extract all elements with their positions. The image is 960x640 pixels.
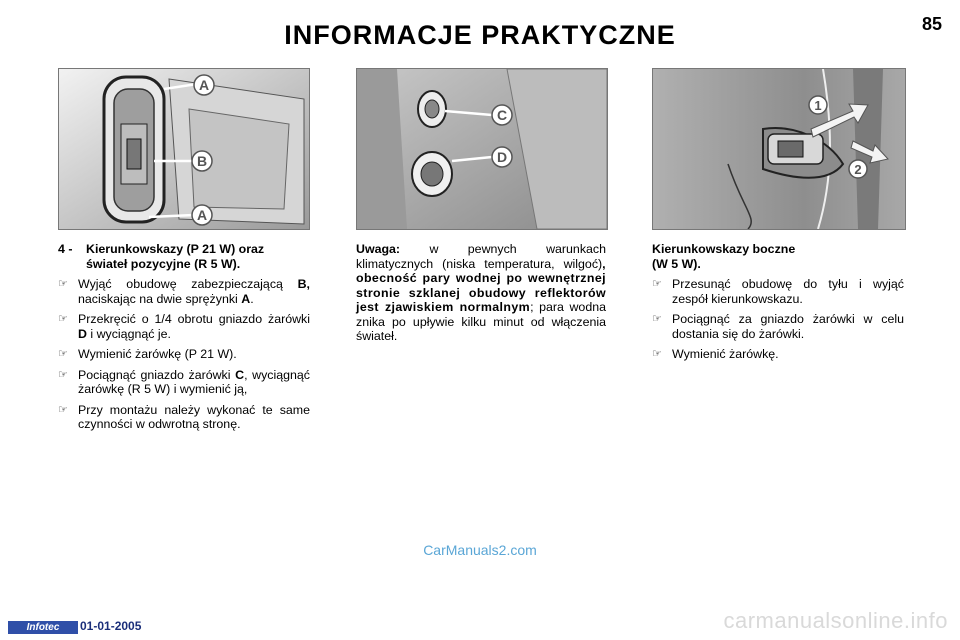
callout-a-top	[194, 75, 214, 95]
list-item: ☞ Wyjąć obudowę zabezpieczającą B, naciskając na dwie sprężynki A.	[58, 277, 310, 306]
callout-1	[809, 96, 827, 114]
page-number: 85	[921, 14, 942, 34]
callout-d	[492, 147, 512, 167]
section-heading	[58, 242, 310, 257]
section-heading: Kierunkowskazy boczne	[652, 242, 796, 256]
pointing-hand-icon: ☞	[58, 278, 68, 290]
infotec-logo: Infotec	[8, 621, 78, 634]
pointing-hand-icon: ☞	[58, 348, 68, 360]
list-item: ☞ Przekręcić o 1/4 obrotu gniazdo żarówki D i wyciągnąć je.	[58, 312, 310, 341]
callout-a-bottom	[192, 205, 212, 225]
pointing-hand-icon: ☞	[58, 403, 68, 416]
label-a: A	[198, 77, 210, 93]
step-number: 4 -	[58, 242, 73, 256]
page-title: INFORMACJE PRAKTYCZNE	[284, 20, 676, 50]
section-heading: (W 5 W).	[652, 256, 701, 271]
figure-rear-lamp-cluster	[58, 68, 310, 230]
callout-2	[849, 160, 867, 178]
pointing-hand-icon: ☞	[652, 278, 662, 290]
site-watermark[interactable]: carmanualsonline.info	[723, 608, 948, 633]
pointing-hand-icon: ☞	[58, 368, 68, 381]
pointing-hand-icon: ☞	[652, 313, 662, 325]
rear-indicator-instructions	[58, 242, 310, 432]
pointing-hand-icon: ☞	[58, 313, 68, 325]
list-item: ☞ Przy montażu należy wykonać te same czynności w odwrotną stronę.	[58, 402, 310, 431]
note-emphasis: , obecność pary wodnej po wewnętrznej stronie szklanej obudowy reflektorów jest zjawiskiem normalnym	[356, 256, 606, 314]
callout-c	[492, 105, 512, 125]
label-2: 2	[854, 162, 862, 177]
label-d: D	[496, 149, 508, 165]
list-item: ☞ Wymienić żarówkę (P 21 W).	[58, 347, 237, 361]
note-paragraph: Uwaga: w pewnych warunkach klimatycznych (niska temperatura, wilgoć), obecność pary wodnej po wewnętrznej stronie szklanej obudowy reflektorów jest zjawiskiem normalnym; para wodna znika po upływie kilku minut od włączenia świateł.	[356, 242, 606, 343]
list-item: ☞ Wymienić żarówkę.	[652, 347, 779, 361]
heading-line: Kierunkowskazy (P 21 W) oraz	[86, 242, 265, 256]
list-item: ☞ Pociągnąć gniazdo żarówki C, wyciągnąć żarówkę (R 5 W) i wymienić ją,	[58, 367, 310, 396]
list-item: ☞ Przesunąć obudowę do tyłu i wyjąć zespół kierunkowskazu.	[652, 277, 904, 306]
label-c: C	[496, 107, 508, 123]
label-1: 1	[814, 98, 822, 113]
list-item: ☞ Pociągnąć za gniazdo żarówki w celu dostania się do żarówki.	[652, 312, 904, 341]
pointing-hand-icon: ☞	[652, 348, 662, 360]
figure-side-indicator	[652, 68, 906, 230]
figure-bulb-sockets	[356, 68, 608, 230]
watermark-link[interactable]: CarManuals2.com	[423, 542, 537, 558]
label-b: B	[196, 153, 208, 169]
footer-date: 01-01-2005	[80, 619, 142, 633]
label-a: A	[196, 207, 208, 223]
heading-line: świateł pozycyjne (R 5 W).	[86, 256, 241, 271]
callout-b	[192, 151, 212, 171]
note-label: Uwaga:	[356, 242, 401, 256]
side-indicator-instructions	[652, 242, 904, 362]
